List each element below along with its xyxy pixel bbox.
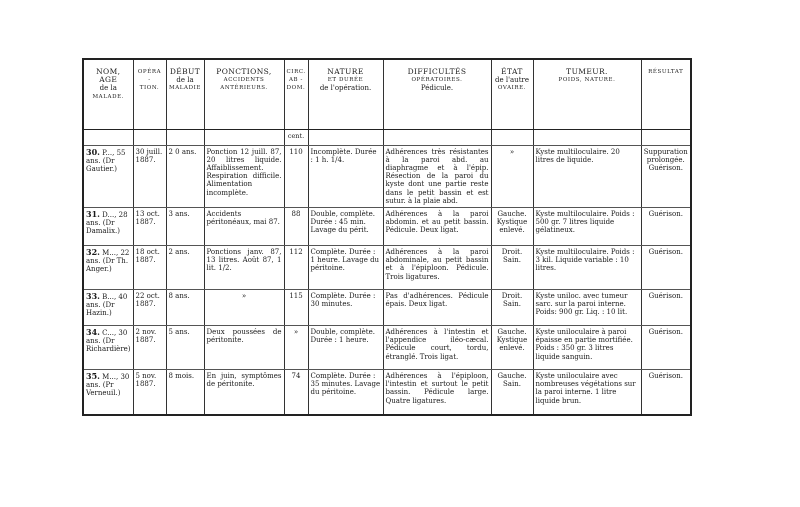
table-header bbox=[83, 59, 691, 129]
cell-difficultes: Adhérences à l'intestin et l'appendice iléo-cæcal. Pédicule court, tordu, étranglé. Trois ligat. bbox=[383, 325, 491, 369]
cell-debut: 5 ans. bbox=[166, 325, 204, 369]
cell-ponctions: » bbox=[204, 289, 284, 325]
header-ponctions: PONCTIONS, ACCIDENTS ANTÉRIEURS. bbox=[204, 59, 284, 129]
cell-ponctions: En juin, symptômes de péritonite. bbox=[204, 369, 284, 415]
cell-operation: 2 nov. 1887. bbox=[133, 325, 166, 369]
cell-circ: » bbox=[284, 325, 308, 369]
table-row bbox=[83, 145, 691, 207]
cell-ponctions: Ponctions janv. 87, 13 litres. Août 87, 1 lit. 1/2. bbox=[204, 245, 284, 289]
clinical-table-page bbox=[82, 58, 690, 416]
cell-nom: 32. M..., 22 ans. (Dr Th. Anger.) bbox=[83, 245, 133, 289]
cell-operation: 18 oct. 1887. bbox=[133, 245, 166, 289]
cell-resultat: Guérison. bbox=[641, 369, 691, 415]
cell-tumeur: Kyste uniloc. avec tumeur sarc. sur la paroi interne. Poids: 900 gr. Liq. : 10 lit. bbox=[533, 289, 641, 325]
table-body bbox=[83, 129, 691, 415]
table-row bbox=[83, 207, 691, 245]
cell-nature: Double, complète. Durée : 45 min. Lavage du périt. bbox=[308, 207, 383, 245]
header-circ: CIRC. AB - DOM. bbox=[284, 59, 308, 129]
cell-circ: 110 bbox=[284, 145, 308, 207]
header-nom: NOM, AGE de la MALADE. bbox=[83, 59, 133, 129]
cell-difficultes: Adhérences très résistantes à la paroi abd. au diaphragme et à l'épip. Résection de la paroi du kyste dont une partie reste dans le petit bassin et est sutur. à la plaie abd. bbox=[383, 145, 491, 207]
header-resultat: RÉSULTAT bbox=[641, 59, 691, 129]
cell-difficultes: Adhérences à la paroi abdomin. et au petit bassin. Pédicule. Deux ligat. bbox=[383, 207, 491, 245]
header-etat: ÉTAT de l'autre OVAIRE. bbox=[491, 59, 533, 129]
table-row bbox=[83, 289, 691, 325]
cell-resultat: Guérison. bbox=[641, 245, 691, 289]
cell-debut: 8 mois. bbox=[166, 369, 204, 415]
cell-etat: Gauche. Kystique enlevé. bbox=[491, 325, 533, 369]
cell-operation: 5 nov. 1887. bbox=[133, 369, 166, 415]
cell-nom: 30. P..., 55 ans. (Dr Gautier.) bbox=[83, 145, 133, 207]
cell-debut: 3 ans. bbox=[166, 207, 204, 245]
header-nature: NATURE ET DURÉE de l'opération. bbox=[308, 59, 383, 129]
cell-ponctions: Ponction 12 juill. 87, 20 litres liquide. Affaiblissement. Respiration difficile. Alimentation incomplète. bbox=[204, 145, 284, 207]
cell-debut: 2 ans. bbox=[166, 245, 204, 289]
cell-difficultes: Pas d'adhérences. Pédicule épais. Deux ligat. bbox=[383, 289, 491, 325]
cell-debut: 8 ans. bbox=[166, 289, 204, 325]
cell-difficultes: Adhérences à la paroi abdominale, au petit bassin et à l'épiploon. Pédicule. Trois ligatures. bbox=[383, 245, 491, 289]
cell-nature: Complète. Durée : 30 minutes. bbox=[308, 289, 383, 325]
header-tumeur: TUMEUR. POIDS, NATURE. bbox=[533, 59, 641, 129]
cell-resultat: Guérison. bbox=[641, 207, 691, 245]
cell-nom: 33. B..., 40 ans. (Dr Hazin.) bbox=[83, 289, 133, 325]
table-row bbox=[83, 369, 691, 415]
cell-circ: 112 bbox=[284, 245, 308, 289]
cell-ponctions: Deux poussées de péritonite. bbox=[204, 325, 284, 369]
cell-tumeur: Kyste uniloculaire à paroi épaisse en partie mortifiée. Poids : 350 gr. 3 litres liquide sanguin. bbox=[533, 325, 641, 369]
cell-circ: 88 bbox=[284, 207, 308, 245]
table-row bbox=[83, 325, 691, 369]
cell-tumeur: Kyste multiloculaire. Poids : 3 kil. Liquide variable : 10 litres. bbox=[533, 245, 641, 289]
cell-operation: 22 oct. 1887. bbox=[133, 289, 166, 325]
cell-nature: Complète. Durée : 1 heure. Lavage du péritoine. bbox=[308, 245, 383, 289]
cell-etat: Droit. Sain. bbox=[491, 245, 533, 289]
cell-difficultes: Adhérences à l'épiploon, l'intestin et surtout le petit bassin. Pédicule large. Quatre ligatures. bbox=[383, 369, 491, 415]
cell-etat: Droit. Sain. bbox=[491, 289, 533, 325]
cell-ponctions: Accidents péritonéaux, mai 87. bbox=[204, 207, 284, 245]
table-row bbox=[83, 245, 691, 289]
cell-resultat: Guérison. bbox=[641, 289, 691, 325]
cell-etat: » bbox=[491, 145, 533, 207]
cell-nom: 34. C..., 30 ans. (Dr Richardière) bbox=[83, 325, 133, 369]
circ-unit: cent. bbox=[284, 129, 308, 145]
cell-tumeur: Kyste uniloculaire avec nombreuses végétations sur la paroi interne. 1 litre liquide brun. bbox=[533, 369, 641, 415]
cell-operation: 13 oct. 1887. bbox=[133, 207, 166, 245]
cell-operation: 30 juill. 1887. bbox=[133, 145, 166, 207]
cell-nom: 35. M..., 30 ans. (Pr Verneuil.) bbox=[86, 370, 130, 398]
cell-debut: 2 0 ans. bbox=[166, 145, 204, 207]
cell-nature: Complète. Durée : 35 minutes. Lavage du péritoine. bbox=[308, 369, 383, 415]
cell-etat: Gauche. Kystique enlevé. bbox=[491, 207, 533, 245]
header-debut: DÉBUT de la MALADIE bbox=[166, 59, 204, 129]
cell-circ: 74 bbox=[284, 369, 308, 415]
cell-nom: 31. D..., 28 ans. (Dr Damalix.) bbox=[83, 207, 133, 245]
cell-nature: Incomplète. Durée : 1 h. 1/4. bbox=[308, 145, 383, 207]
header-difficultes: DIFFICULTÉS OPÉRATOIRES. Pédicule. bbox=[383, 59, 491, 129]
header-operation: OPÉRA - TION. bbox=[133, 59, 166, 129]
cell-circ: 115 bbox=[284, 289, 308, 325]
cell-resultat: Guérison. bbox=[641, 325, 691, 369]
cell-tumeur: Kyste multiloculaire. Poids : 500 gr. 7 litres liquide gélatineux. bbox=[533, 207, 641, 245]
cell-tumeur: Kyste multiloculaire. 20 litres de liquide. bbox=[533, 145, 641, 207]
cell-etat: Gauche. Sain. bbox=[491, 369, 533, 415]
cell-resultat: Suppuration prolongée. Guérison. bbox=[641, 145, 691, 207]
cell-nature: Double, complète. Durée : 1 heure. bbox=[308, 325, 383, 369]
clinical-cases-table bbox=[82, 58, 692, 416]
